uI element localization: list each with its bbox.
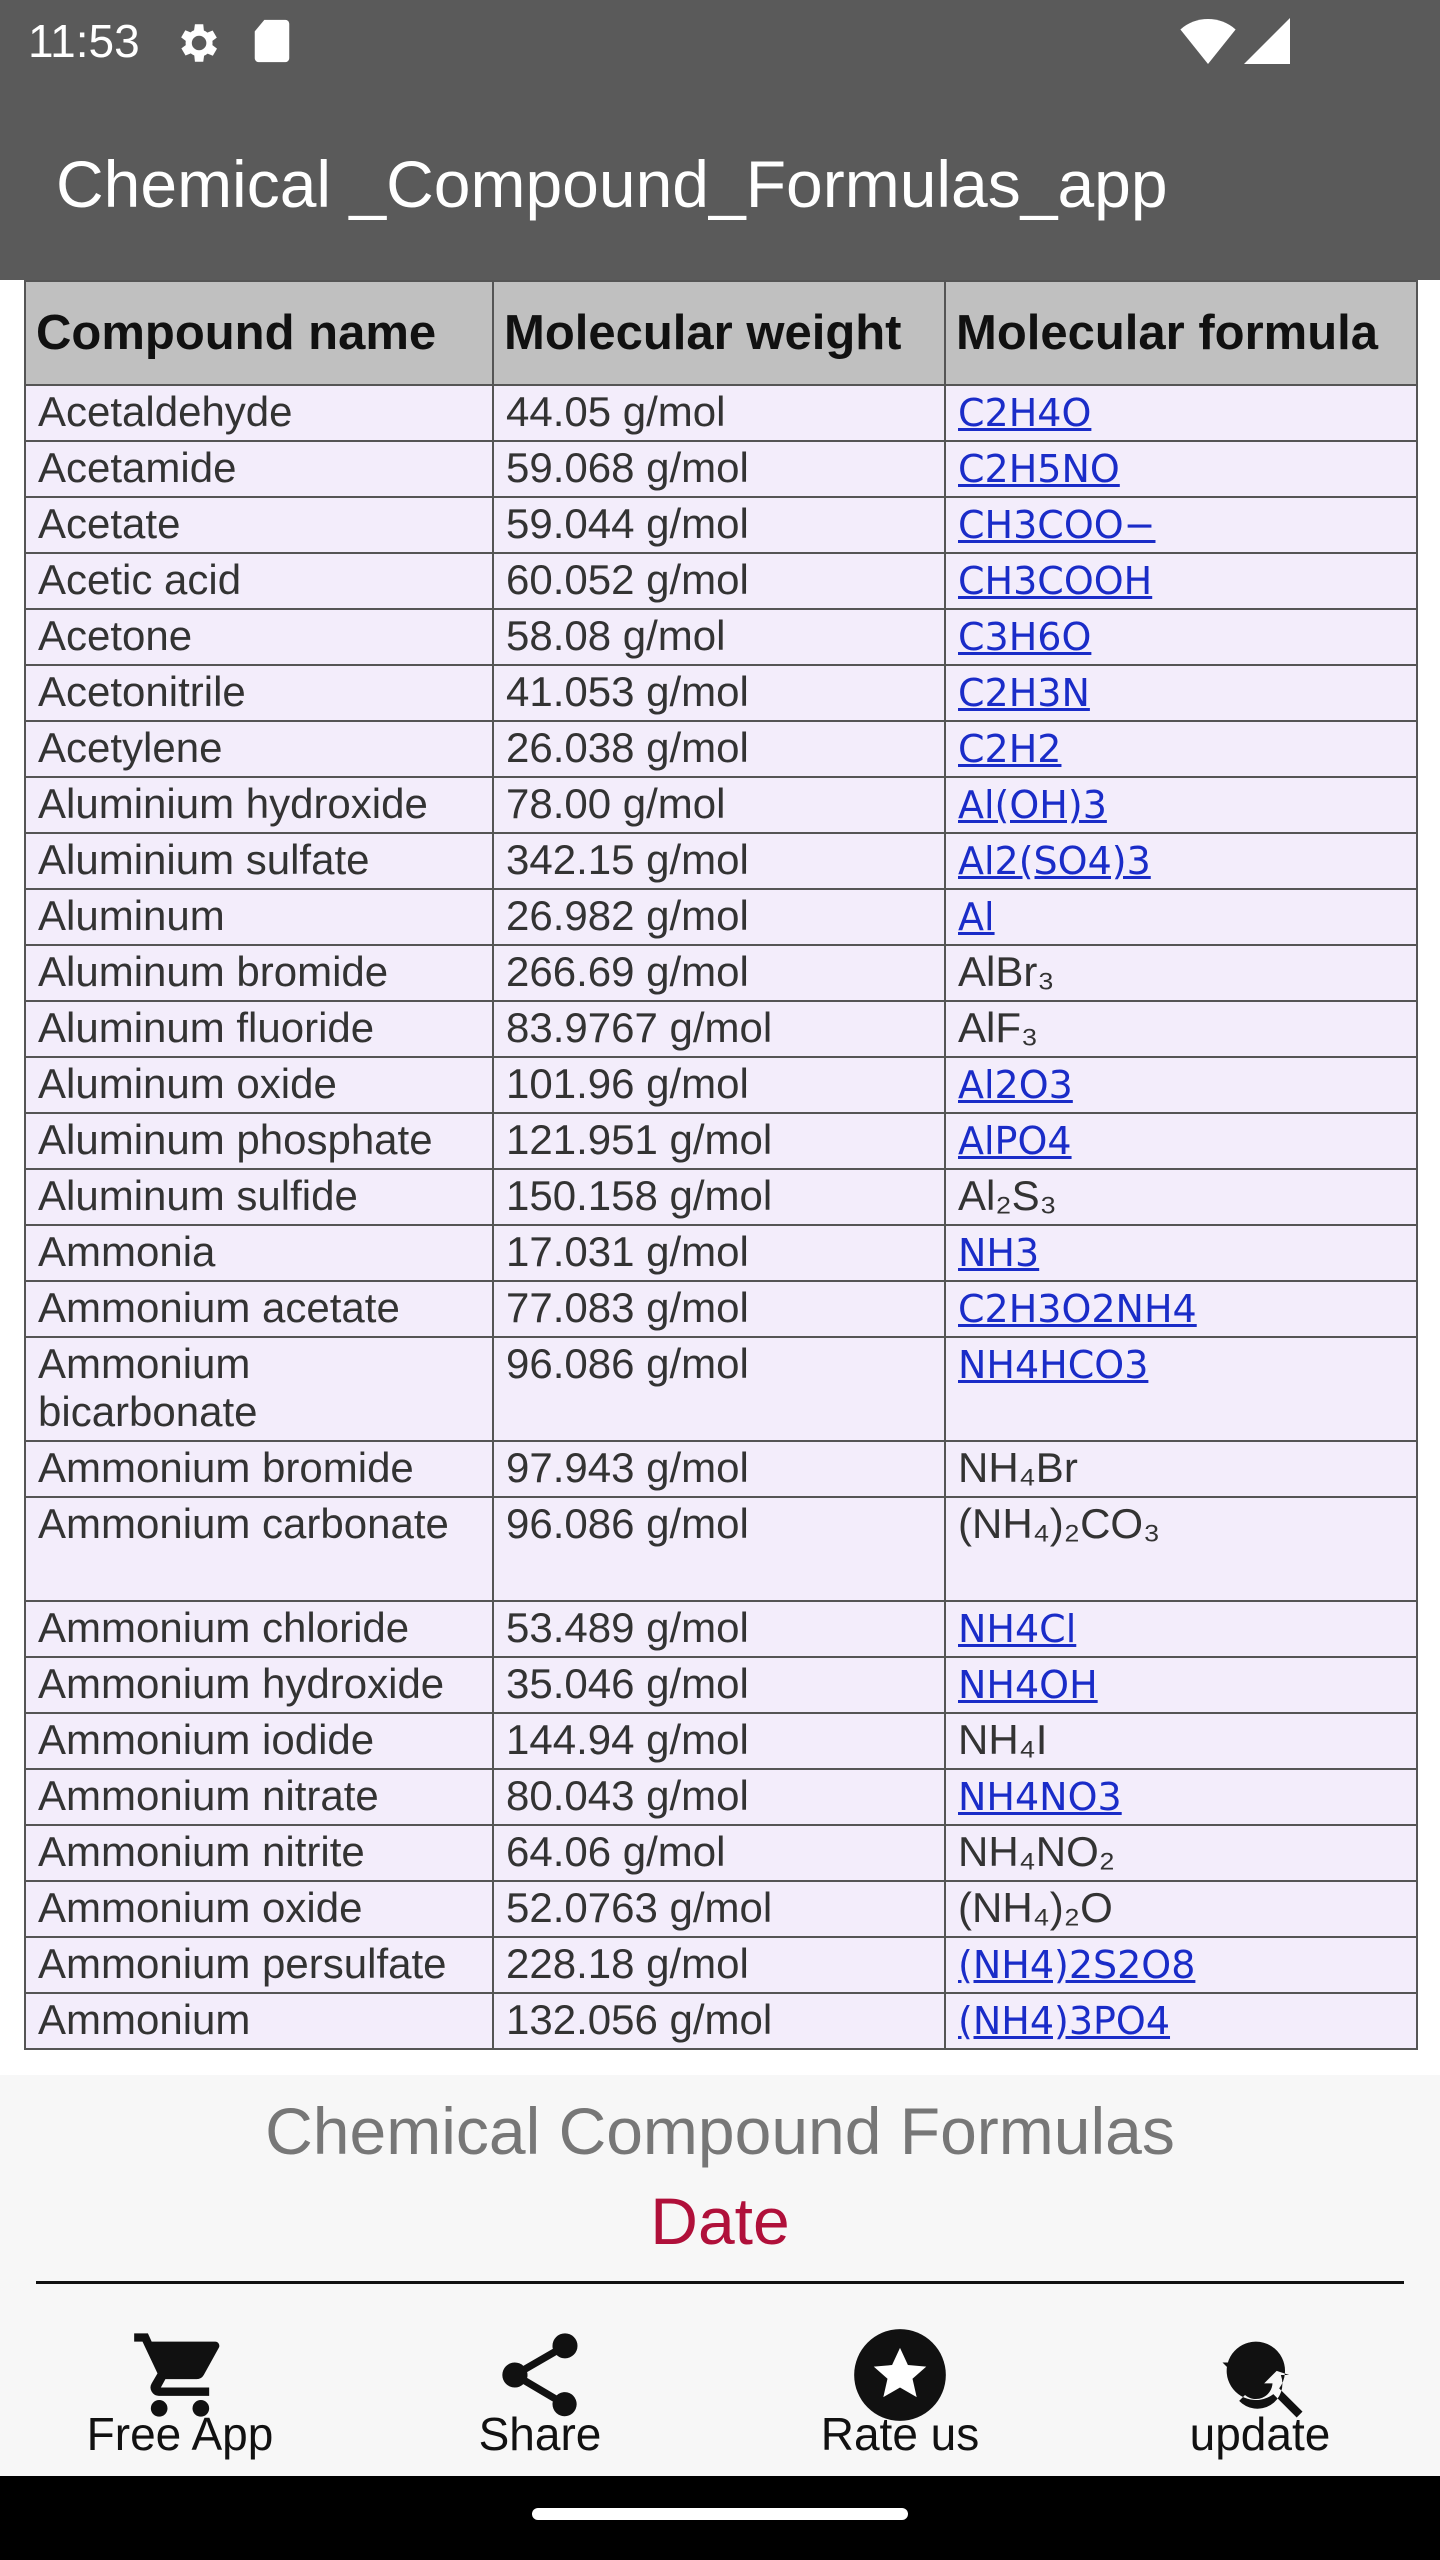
compound-name-cell: Aluminum oxide bbox=[25, 1057, 493, 1113]
compound-name-cell: Aluminum phosphate bbox=[25, 1113, 493, 1169]
molecular-weight-cell: 144.94 g/mol bbox=[493, 1713, 945, 1769]
status-time: 11:53 bbox=[28, 15, 140, 67]
system-nav-bar bbox=[0, 2476, 1440, 2560]
formula-link[interactable]: Al bbox=[958, 895, 995, 939]
app-title: Chemical _Compound_Formulas_app bbox=[56, 147, 1168, 221]
nav-label: update bbox=[1189, 2408, 1331, 2460]
table-row bbox=[25, 1497, 1417, 1601]
table-row bbox=[25, 777, 1417, 833]
footer-date[interactable]: Date bbox=[650, 2184, 790, 2258]
table-row bbox=[25, 1057, 1417, 1113]
nav-rate-us-button[interactable] bbox=[720, 2295, 1080, 2480]
molecular-weight-cell: 26.982 g/mol bbox=[493, 889, 945, 945]
molecular-weight-cell: 44.05 g/mol bbox=[493, 385, 945, 441]
molecular-formula-cell[interactable] bbox=[945, 497, 1417, 553]
table-row bbox=[25, 665, 1417, 721]
sd-card-icon bbox=[252, 18, 292, 64]
table-row bbox=[25, 945, 1417, 1001]
header-compound-name: Compound name bbox=[25, 281, 493, 385]
table-row bbox=[25, 609, 1417, 665]
formula-link[interactable]: AlPO4 bbox=[958, 1119, 1072, 1163]
molecular-formula-cell[interactable] bbox=[945, 777, 1417, 833]
molecular-weight-cell: 101.96 g/mol bbox=[493, 1057, 945, 1113]
table-row bbox=[25, 1657, 1417, 1713]
molecular-weight-cell: 96.086 g/mol bbox=[493, 1497, 945, 1601]
wifi-icon bbox=[1180, 18, 1236, 64]
compound-name-cell: Ammonium bromide bbox=[25, 1441, 493, 1497]
compound-table-container[interactable] bbox=[24, 280, 1416, 2050]
table-row bbox=[25, 1281, 1417, 1337]
formula-link[interactable]: C2H3O2NH4 bbox=[958, 1287, 1197, 1331]
molecular-formula-cell: NH₄Br bbox=[945, 1441, 1417, 1497]
molecular-weight-cell: 60.052 g/mol bbox=[493, 553, 945, 609]
compound-name-cell: Aluminum fluoride bbox=[25, 1001, 493, 1057]
table-row bbox=[25, 721, 1417, 777]
molecular-weight-cell: 342.15 g/mol bbox=[493, 833, 945, 889]
molecular-formula-cell: AlBr₃ bbox=[945, 945, 1417, 1001]
molecular-weight-cell: 80.043 g/mol bbox=[493, 1769, 945, 1825]
molecular-formula-cell[interactable] bbox=[945, 665, 1417, 721]
compound-name-cell: Acetaldehyde bbox=[25, 385, 493, 441]
table-row bbox=[25, 1113, 1417, 1169]
compound-name-cell: Ammonium nitrite bbox=[25, 1825, 493, 1881]
formula-link[interactable]: NH4NO3 bbox=[958, 1775, 1122, 1819]
compound-name-cell: Acetate bbox=[25, 497, 493, 553]
compound-name-cell: Aluminium sulfate bbox=[25, 833, 493, 889]
molecular-formula-cell[interactable] bbox=[945, 1281, 1417, 1337]
molecular-weight-cell: 53.489 g/mol bbox=[493, 1601, 945, 1657]
formula-link[interactable]: (NH4)2S2O8 bbox=[958, 1943, 1196, 1987]
table-row bbox=[25, 1713, 1417, 1769]
table-row bbox=[25, 1601, 1417, 1657]
compound-name-cell: Acetylene bbox=[25, 721, 493, 777]
formula-link[interactable]: C2H2 bbox=[958, 727, 1062, 771]
home-gesture-pill[interactable] bbox=[532, 2508, 908, 2520]
molecular-formula-cell[interactable] bbox=[945, 1937, 1417, 1993]
molecular-formula-cell[interactable] bbox=[945, 1601, 1417, 1657]
header-molecular-formula: Molecular formula bbox=[945, 281, 1417, 385]
compound-name-cell: Aluminium hydroxide bbox=[25, 777, 493, 833]
molecular-weight-cell: 17.031 g/mol bbox=[493, 1225, 945, 1281]
compound-name-cell: Aluminum bbox=[25, 889, 493, 945]
table-header-row bbox=[25, 281, 1417, 385]
table-row bbox=[25, 1993, 1417, 2049]
molecular-weight-cell: 64.06 g/mol bbox=[493, 1825, 945, 1881]
formula-link[interactable]: NH4Cl bbox=[958, 1607, 1077, 1651]
compound-name-cell: Ammonium bbox=[25, 1993, 493, 2049]
table-row bbox=[25, 385, 1417, 441]
molecular-weight-cell: 266.69 g/mol bbox=[493, 945, 945, 1001]
compound-name-cell: Acetic acid bbox=[25, 553, 493, 609]
nav-free-app-button[interactable] bbox=[0, 2295, 360, 2480]
molecular-weight-cell: 132.056 g/mol bbox=[493, 1993, 945, 2049]
table-row bbox=[25, 1881, 1417, 1937]
compound-name-cell: Aluminum sulfide bbox=[25, 1169, 493, 1225]
compound-name-cell: Ammonium persulfate bbox=[25, 1937, 493, 1993]
molecular-formula-cell: NH₄I bbox=[945, 1713, 1417, 1769]
table-row bbox=[25, 1937, 1417, 1993]
molecular-weight-cell: 59.044 g/mol bbox=[493, 497, 945, 553]
compound-name-cell: Acetone bbox=[25, 609, 493, 665]
molecular-weight-cell: 150.158 g/mol bbox=[493, 1169, 945, 1225]
settings-gear-icon bbox=[172, 18, 222, 68]
formula-link[interactable]: NH4HCO3 bbox=[958, 1343, 1149, 1387]
molecular-formula-cell: (NH₄)₂O bbox=[945, 1881, 1417, 1937]
compound-name-cell: Ammonium hydroxide bbox=[25, 1657, 493, 1713]
table-row bbox=[25, 1169, 1417, 1225]
table-row bbox=[25, 497, 1417, 553]
table-row bbox=[25, 1225, 1417, 1281]
table-row bbox=[25, 553, 1417, 609]
molecular-formula-cell[interactable] bbox=[945, 721, 1417, 777]
compound-name-cell: Acetamide bbox=[25, 441, 493, 497]
molecular-formula-cell[interactable] bbox=[945, 1993, 1417, 2049]
compound-table bbox=[24, 280, 1418, 2050]
molecular-formula-cell[interactable] bbox=[945, 1337, 1417, 1441]
compound-name-cell: Ammonium acetate bbox=[25, 1281, 493, 1337]
molecular-formula-cell[interactable] bbox=[945, 609, 1417, 665]
molecular-weight-cell: 77.083 g/mol bbox=[493, 1281, 945, 1337]
app-bar bbox=[0, 84, 1440, 280]
formula-link[interactable]: C2H4O bbox=[958, 391, 1092, 435]
formula-link[interactable]: CH3COOH bbox=[958, 559, 1153, 603]
formula-link[interactable]: C2H5NO bbox=[958, 447, 1120, 491]
footer-divider bbox=[36, 2281, 1404, 2284]
molecular-weight-cell: 97.943 g/mol bbox=[493, 1441, 945, 1497]
molecular-weight-cell: 35.046 g/mol bbox=[493, 1657, 945, 1713]
nav-label: Rate us bbox=[820, 2408, 980, 2460]
molecular-formula-cell[interactable] bbox=[945, 441, 1417, 497]
compound-name-cell: Acetonitrile bbox=[25, 665, 493, 721]
compound-name-cell: Ammonium carbonate bbox=[25, 1497, 493, 1601]
molecular-formula-cell: AlF₃ bbox=[945, 1001, 1417, 1057]
molecular-weight-cell: 228.18 g/mol bbox=[493, 1937, 945, 1993]
formula-link[interactable]: Al(OH)3 bbox=[958, 783, 1107, 827]
header-molecular-weight: Molecular weight bbox=[493, 281, 945, 385]
formula-link[interactable]: Al2(SO4)3 bbox=[958, 839, 1151, 883]
molecular-weight-cell: 58.08 g/mol bbox=[493, 609, 945, 665]
nav-label: Share bbox=[478, 2408, 602, 2460]
molecular-formula-cell[interactable] bbox=[945, 1057, 1417, 1113]
compound-name-cell: Aluminum bromide bbox=[25, 945, 493, 1001]
nav-share-button[interactable] bbox=[360, 2295, 720, 2480]
molecular-formula-cell: (NH₄)₂CO₃ bbox=[945, 1497, 1417, 1601]
formula-link[interactable]: C2H3N bbox=[958, 671, 1090, 715]
compound-name-cell: Ammonium iodide bbox=[25, 1713, 493, 1769]
footer-title: Chemical Compound Formulas bbox=[265, 2094, 1175, 2168]
molecular-formula-cell[interactable] bbox=[945, 1769, 1417, 1825]
molecular-formula-cell[interactable] bbox=[945, 1113, 1417, 1169]
molecular-weight-cell: 96.086 g/mol bbox=[493, 1337, 945, 1441]
table-row bbox=[25, 441, 1417, 497]
molecular-weight-cell: 78.00 g/mol bbox=[493, 777, 945, 833]
molecular-formula-cell[interactable] bbox=[945, 1225, 1417, 1281]
molecular-weight-cell: 52.0763 g/mol bbox=[493, 1881, 945, 1937]
molecular-formula-cell: NH₄NO₂ bbox=[945, 1825, 1417, 1881]
nav-update-button[interactable] bbox=[1080, 2295, 1440, 2480]
cell-signal-icon bbox=[1244, 18, 1290, 64]
formula-link[interactable]: C3H6O bbox=[958, 615, 1092, 659]
compound-name-cell: Ammonium chloride bbox=[25, 1601, 493, 1657]
formula-link[interactable]: (NH4)3PO4 bbox=[958, 1999, 1171, 2043]
table-body bbox=[25, 385, 1417, 2049]
molecular-weight-cell: 83.9767 g/mol bbox=[493, 1001, 945, 1057]
compound-name-cell: Ammonium oxide bbox=[25, 1881, 493, 1937]
molecular-formula-cell[interactable] bbox=[945, 385, 1417, 441]
table-row bbox=[25, 1337, 1417, 1441]
footer bbox=[0, 2075, 1440, 2480]
formula-link[interactable]: CH3COO− bbox=[958, 503, 1156, 547]
molecular-formula-cell[interactable] bbox=[945, 889, 1417, 945]
bottom-nav bbox=[0, 2295, 1440, 2480]
formula-link[interactable]: NH3 bbox=[958, 1231, 1040, 1275]
table-row bbox=[25, 1001, 1417, 1057]
molecular-weight-cell: 59.068 g/mol bbox=[493, 441, 945, 497]
formula-link[interactable]: NH4OH bbox=[958, 1663, 1098, 1707]
molecular-weight-cell: 26.038 g/mol bbox=[493, 721, 945, 777]
table-row bbox=[25, 833, 1417, 889]
table-row bbox=[25, 1825, 1417, 1881]
molecular-formula-cell: Al₂S₃ bbox=[945, 1169, 1417, 1225]
molecular-formula-cell[interactable] bbox=[945, 833, 1417, 889]
compound-name-cell: Ammonia bbox=[25, 1225, 493, 1281]
molecular-formula-cell[interactable] bbox=[945, 553, 1417, 609]
table-row bbox=[25, 889, 1417, 945]
status-bar bbox=[0, 0, 1440, 84]
compound-name-cell: Ammonium bicarbonate bbox=[25, 1337, 493, 1441]
molecular-weight-cell: 41.053 g/mol bbox=[493, 665, 945, 721]
nav-label: Free App bbox=[86, 2408, 274, 2460]
formula-link[interactable]: Al2O3 bbox=[958, 1063, 1073, 1107]
table-row bbox=[25, 1441, 1417, 1497]
molecular-formula-cell[interactable] bbox=[945, 1657, 1417, 1713]
compound-name-cell: Ammonium nitrate bbox=[25, 1769, 493, 1825]
molecular-weight-cell: 121.951 g/mol bbox=[493, 1113, 945, 1169]
table-row bbox=[25, 1769, 1417, 1825]
